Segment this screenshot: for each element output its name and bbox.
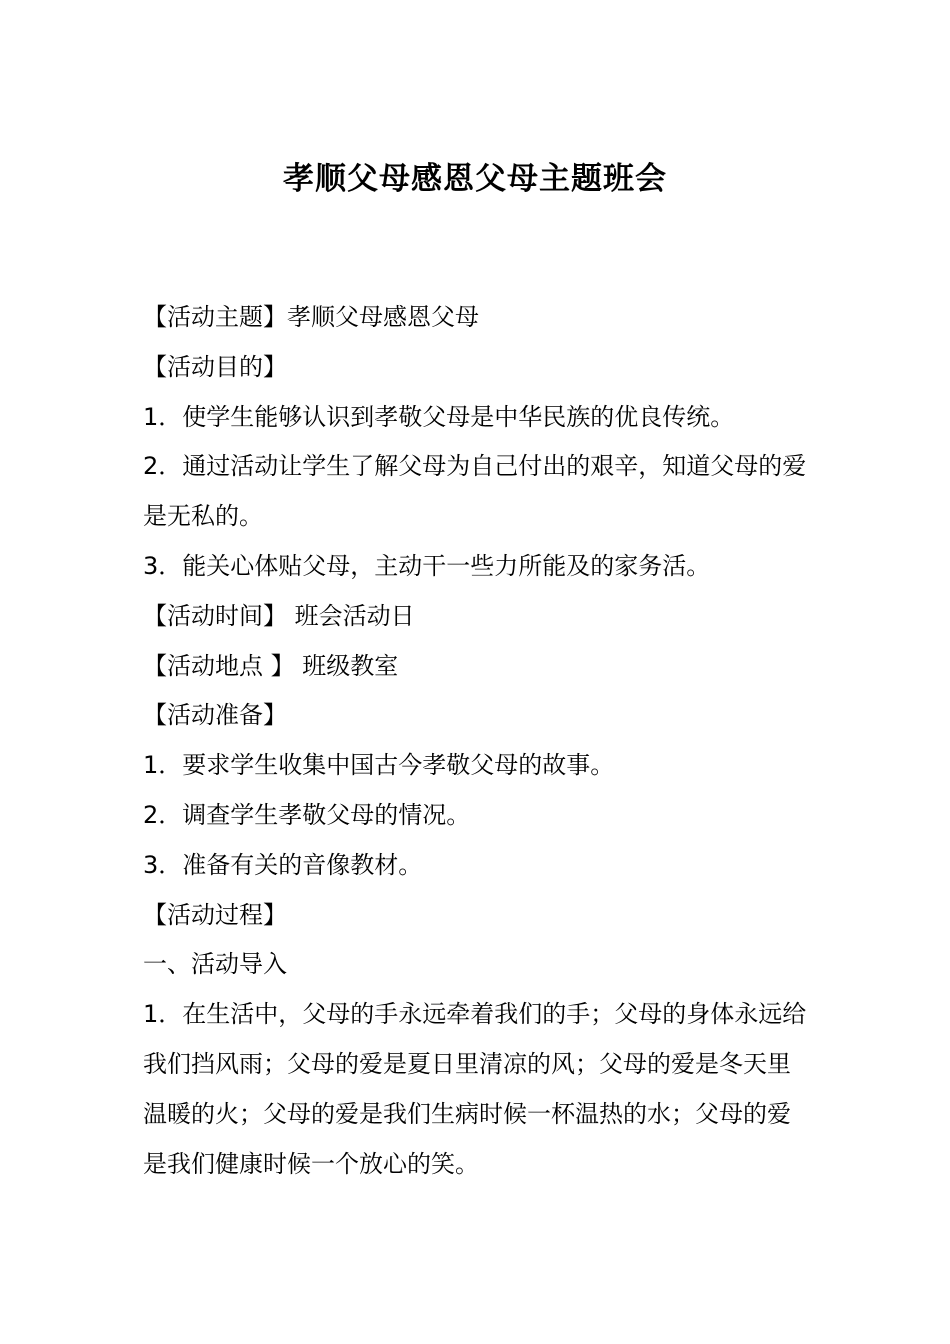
preparation-item-1: 1．要求学生收集中国古今孝敬父母的故事。 bbox=[143, 751, 615, 780]
preparation-item-2: 2．调查学生孝敬父母的情况。 bbox=[143, 800, 471, 829]
purpose-item-1: 1．使学生能够认识到孝敬父母是中华民族的优良传统。 bbox=[143, 402, 735, 431]
section-heading-preparation: 【活动准备】 bbox=[143, 701, 287, 730]
section-heading-time: 【活动时间】 班会活动日 bbox=[143, 601, 415, 630]
preparation-item-3: 3．准备有关的音像教材。 bbox=[143, 850, 423, 879]
document-title: 孝顺父母感恩父母主题班会 bbox=[283, 161, 667, 197]
process-step-1-item-1: 1．在生活中，父母的手永远牵着我们的手；父母的身体永远给我们挡风雨；父母的爱是夏日里清凉的风；父母的爱是冬天里温暖的火；父母的爱是我们生病时候一杯温热的水；父母的爱是我们健康时候一个放心的笑。 bbox=[143, 1000, 807, 1178]
section-heading-purpose: 【活动目的】 bbox=[143, 352, 287, 381]
section-heading-location: 【活动地点 】 班级教室 bbox=[143, 651, 399, 680]
purpose-item-3: 3．能关心体贴父母，主动干一些力所能及的家务活。 bbox=[143, 551, 711, 580]
section-heading-process: 【活动过程】 bbox=[143, 900, 287, 929]
process-step-1-heading: 一、活动导入 bbox=[143, 950, 287, 979]
purpose-item-2: 2．通过活动让学生了解父母为自己付出的艰辛，知道父母的爱是无私的。 bbox=[143, 452, 807, 531]
section-heading-theme: 【活动主题】孝顺父母感恩父母 bbox=[143, 303, 479, 331]
document-body bbox=[143, 293, 813, 1189]
